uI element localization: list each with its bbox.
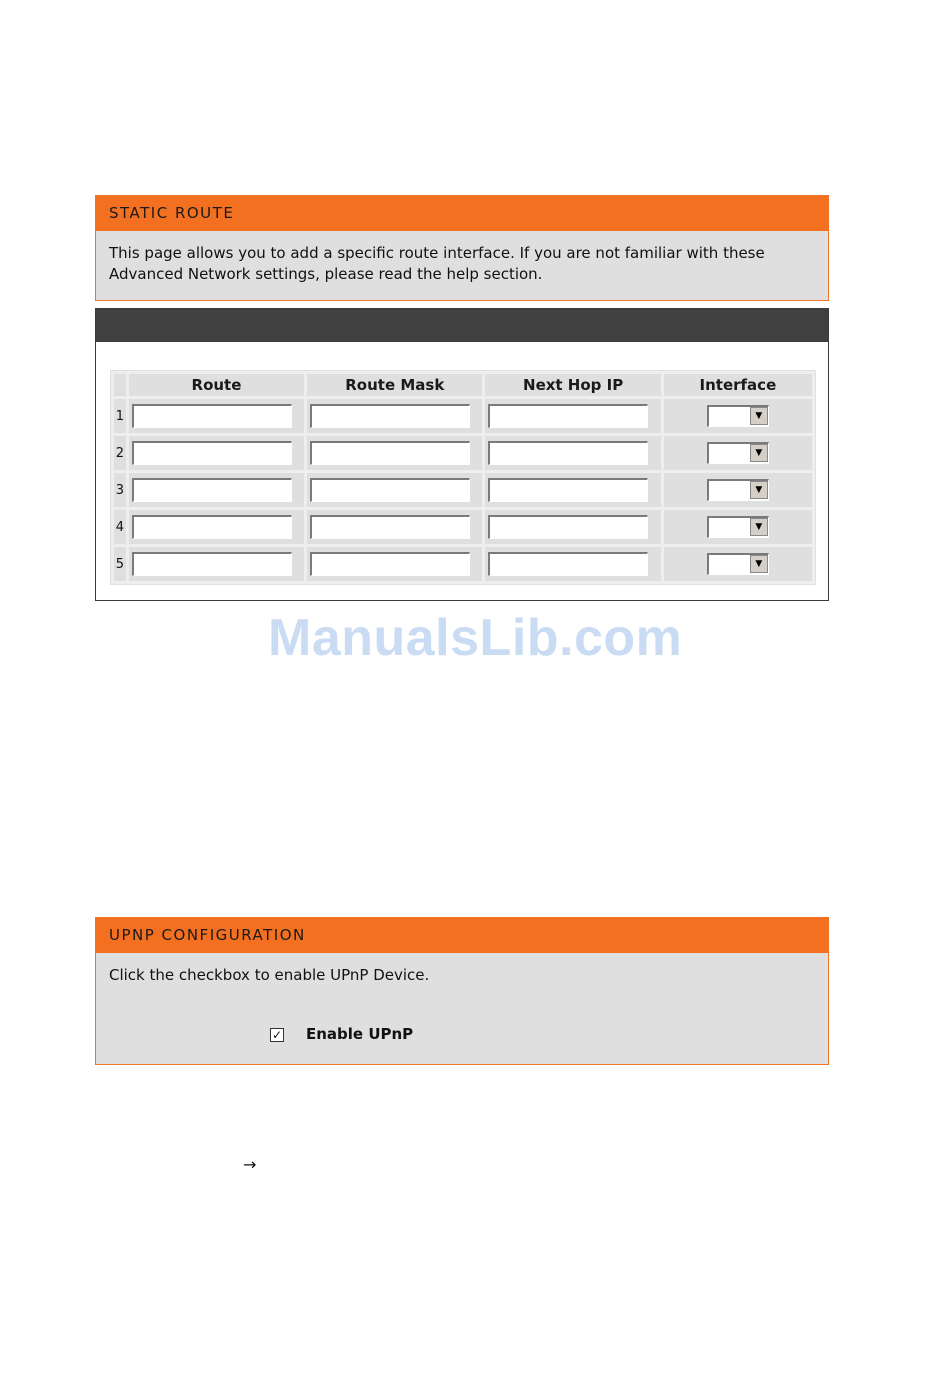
route-mask-input-2[interactable]: [310, 441, 470, 465]
next-hop-ip-input-5[interactable]: [488, 552, 648, 576]
row-index: 5: [114, 547, 126, 581]
static-route-description: This page allows you to add a specific route interface. If you are not familiar with these Advanced Network settings, please read the help section.: [109, 244, 765, 283]
upnp-panel: [95, 917, 829, 1065]
route-input-4[interactable]: [132, 515, 292, 539]
route-mask-input-4[interactable]: [310, 515, 470, 539]
interface-select-2[interactable]: [707, 442, 769, 464]
row-index: 2: [114, 436, 126, 470]
interface-select-1[interactable]: [707, 405, 769, 427]
next-hop-ip-header: Next Hop IP: [485, 374, 660, 396]
route-input-2[interactable]: [132, 441, 292, 465]
route-header: Route: [129, 374, 304, 396]
interface-header: Interface: [664, 374, 812, 396]
index-header: [114, 374, 126, 396]
static-route-panel: [95, 195, 829, 301]
row-index: 1: [114, 399, 126, 433]
next-hop-ip-input-4[interactable]: [488, 515, 648, 539]
table-header-bar: [96, 309, 828, 342]
table-row: [114, 547, 812, 581]
interface-select-4[interactable]: [707, 516, 769, 538]
chevron-down-icon: ▼: [750, 444, 768, 462]
route-input-1[interactable]: [132, 404, 292, 428]
static-route-table: [110, 370, 816, 585]
table-row: [114, 436, 812, 470]
table-header-row: [114, 374, 812, 396]
enable-upnp-label: Enable UPnP: [306, 1025, 414, 1043]
enable-upnp-row: [270, 1025, 413, 1043]
watermark: ManualsLib.com: [268, 609, 683, 667]
route-mask-input-3[interactable]: [310, 478, 470, 502]
chevron-down-icon: ▼: [750, 481, 768, 499]
enable-upnp-checkbox[interactable]: ✓: [271, 1027, 283, 1042]
chevron-down-icon: ▼: [750, 518, 768, 536]
route-mask-input-1[interactable]: [310, 404, 470, 428]
next-hop-ip-input-1[interactable]: [488, 404, 648, 428]
table-row: [114, 473, 812, 507]
next-hop-ip-input-2[interactable]: [488, 441, 648, 465]
static-route-title: STATIC ROUTE: [96, 196, 828, 231]
interface-select-5[interactable]: [707, 553, 769, 575]
row-index: 3: [114, 473, 126, 507]
route-mask-header: Route Mask: [307, 374, 482, 396]
static-route-table-panel: [95, 308, 829, 601]
chevron-down-icon: ▼: [750, 555, 768, 573]
upnp-description: Click the checkbox to enable UPnP Device.: [109, 966, 430, 984]
table-row: [114, 510, 812, 544]
interface-select-3[interactable]: [707, 479, 769, 501]
arrow-right-icon: →: [243, 1155, 257, 1174]
row-index: 4: [114, 510, 126, 544]
chevron-down-icon: ▼: [750, 407, 768, 425]
next-hop-ip-input-3[interactable]: [488, 478, 648, 502]
upnp-title: UPNP CONFIGURATION: [96, 918, 828, 953]
route-input-3[interactable]: [132, 478, 292, 502]
table-row: [114, 399, 812, 433]
route-input-5[interactable]: [132, 552, 292, 576]
route-mask-input-5[interactable]: [310, 552, 470, 576]
